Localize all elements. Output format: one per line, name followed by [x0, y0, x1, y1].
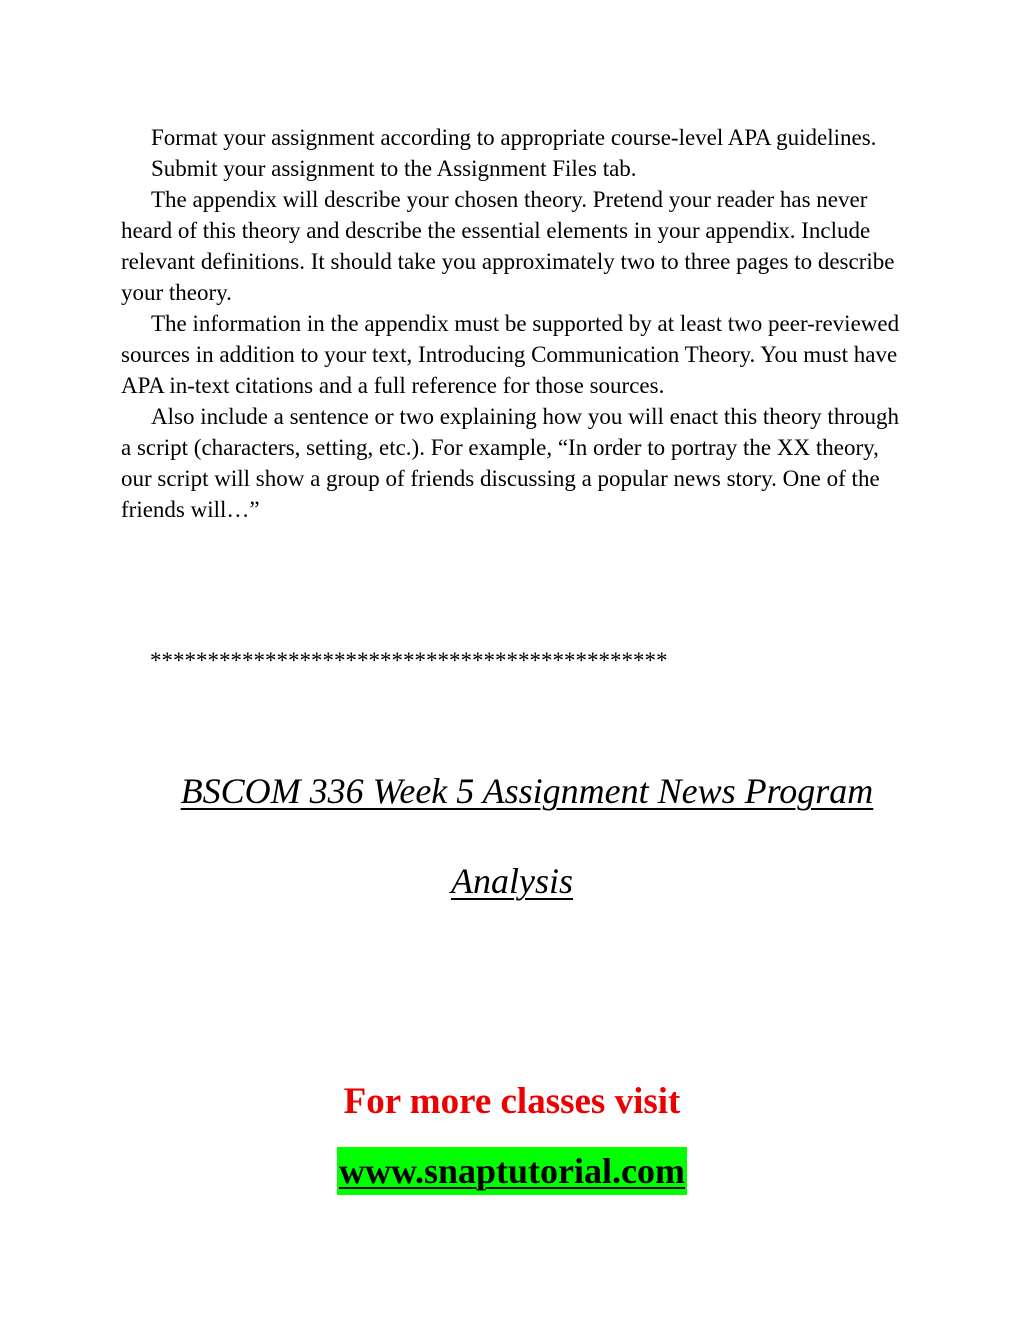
instruction-paragraph: Also include a sentence or two explaining how you will enact this theory through a script (characters, setting, etc.). For example, “In order to portray the XX theory, our script will show a group of friends discussing a popular news story. One of the friends will…” [121, 404, 899, 522]
website-container [0, 1147, 1024, 1195]
website-link[interactable]: www.snaptutorial.com [337, 1147, 687, 1195]
instruction-paragraph: The appendix will describe your chosen theory. Pretend your reader has never heard of this theory and describe the essential elements in your appendix. Include relevant definitions. It should take you approximately two to three pages to describe your theory. [121, 187, 895, 305]
instruction-paragraph: Submit your assignment to the Assignment Files tab. [151, 156, 637, 181]
instruction-paragraph: Format your assignment according to appropriate course-level APA guidelines. [151, 125, 877, 150]
assignment-instructions [121, 122, 911, 525]
assignment-title-line-1: BSCOM 336 Week 5 Assignment News Program [180, 771, 874, 811]
promo-text: For more classes visit [343, 1081, 681, 1122]
asterisk-separator: ********************************************* [150, 648, 668, 673]
assignment-title-line-2: Analysis [451, 861, 573, 901]
instruction-paragraph: The information in the appendix must be supported by at least two peer-reviewed sources in addition to your text, Introducing Communication Theory. You must have APA in-text citations and a full reference for those sources. [121, 311, 900, 398]
